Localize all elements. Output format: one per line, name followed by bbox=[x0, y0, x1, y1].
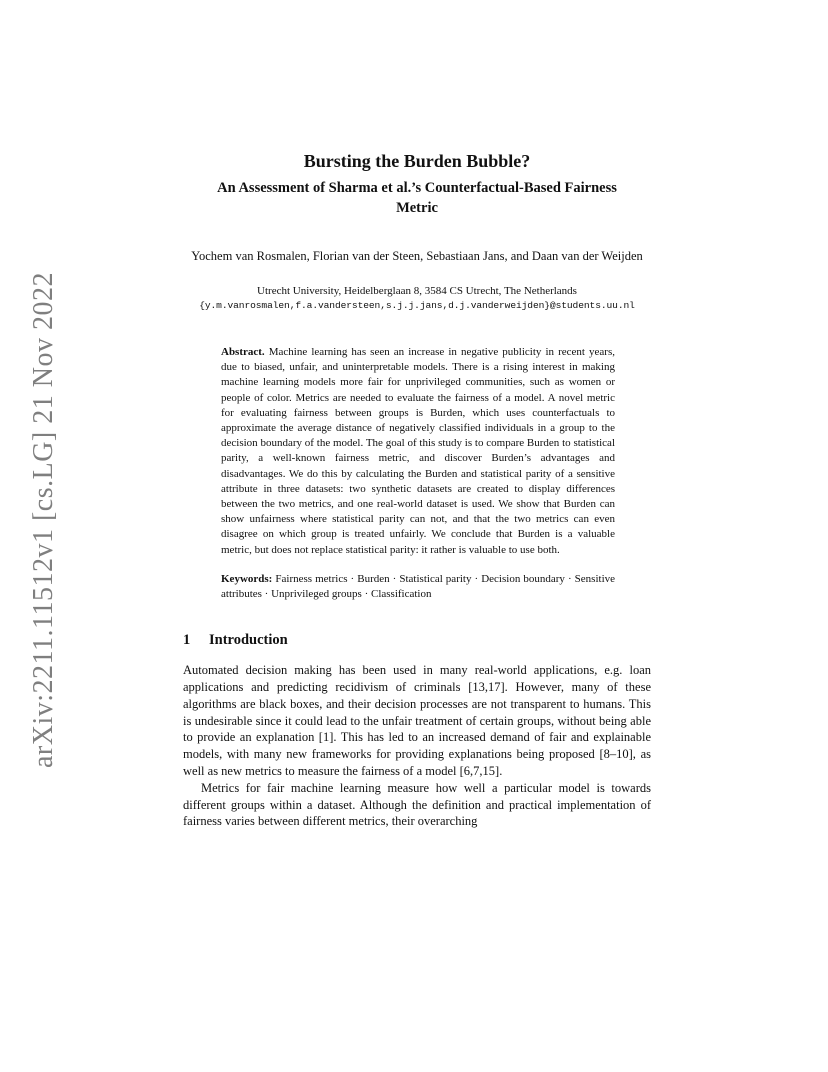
section-title: Introduction bbox=[209, 632, 288, 649]
author-emails: {y.m.vanrosmalen,f.a.vandersteen,s.j.j.jans,d.j.vanderweijden}@students.uu.nl bbox=[199, 300, 635, 311]
intro-paragraph-2: Metrics for fair machine learning measure how well a particular model is towards different groups within a dataset. Although the definition and practical implementation of fairness varies between different metrics, their overarching bbox=[183, 780, 651, 829]
arxiv-identifier-text: arXiv:2211.11512v1 [cs.LG] 21 Nov 2022 bbox=[28, 272, 60, 768]
section-number: 1 bbox=[183, 632, 191, 649]
paper-subtitle: An Assessment of Sharma et al.’s Counterfactual-Based Fairness Metric bbox=[217, 180, 617, 216]
section-heading-introduction bbox=[183, 630, 651, 650]
keywords-text: Fairness metrics · Burden · Statistical parity · Decision boundary · Sensitive attributes · Unprivileged groups · Classification bbox=[221, 572, 616, 601]
arxiv-identifier bbox=[24, 272, 64, 768]
keywords-label: Keywords: bbox=[221, 572, 273, 585]
abstract-text: Machine learning has seen an increase in negative publicity in recent years, due to biased, unfair, and uninterpretable models. There is a rising interest in making machine learning models more fair for unprivileged communities, such as women or people of color. Metrics are needed to evaluate the fairness of a model. A novel metric for evaluating fairness between groups is Burden, which uses counterfactuals to approximate the average distance of negatively classified individuals in a group to the decision boundary of the model. The goal of this study is to compare Burden to statistical parity, a well-known fairness metric, and discover Burden’s advantages and disadvantages. We do this by calculating the Burden and statistical parity of a sensitive attribute in three datasets: two synthetic datasets are created to display differences between the two metrics, and one real-world dataset is used. We show that Burden can show unfairness where statistical parity can not, and that the two metrics can even disagree on which group is treated unfairly. We conclude that Burden is a valuable metric, but does not replace statistical parity: it rather is valuable to use both. bbox=[221, 346, 616, 556]
paper-page bbox=[183, 150, 651, 830]
abstract bbox=[221, 345, 615, 558]
author-list: Yochem van Rosmalen, Florian van der Steen, Sebastiaan Jans, and Daan van der Weijden bbox=[191, 249, 643, 263]
keywords bbox=[221, 572, 615, 602]
affiliation: Utrecht University, Heidelberglaan 8, 3584 CS Utrecht, The Netherlands bbox=[257, 285, 577, 297]
abstract-label: Abstract. bbox=[221, 346, 265, 358]
intro-paragraph-1: Automated decision making has been used in many real-world applications, e.g. loan applications and predicting recidivism of criminals [13,17]. However, many of these algorithms are black boxes, and their decision processes are not transparent to humans. This is undesirable since it could lead to the unfair treatment of certain groups, without being able to provide an explanation [1]. This has led to an increased demand of fair and explainable models, with many new frameworks for providing explanations being proposed [8–10], as well as new metrics to measure the fairness of a model [6,7,15]. bbox=[183, 663, 651, 779]
paper-title: Bursting the Burden Bubble? bbox=[303, 151, 531, 171]
